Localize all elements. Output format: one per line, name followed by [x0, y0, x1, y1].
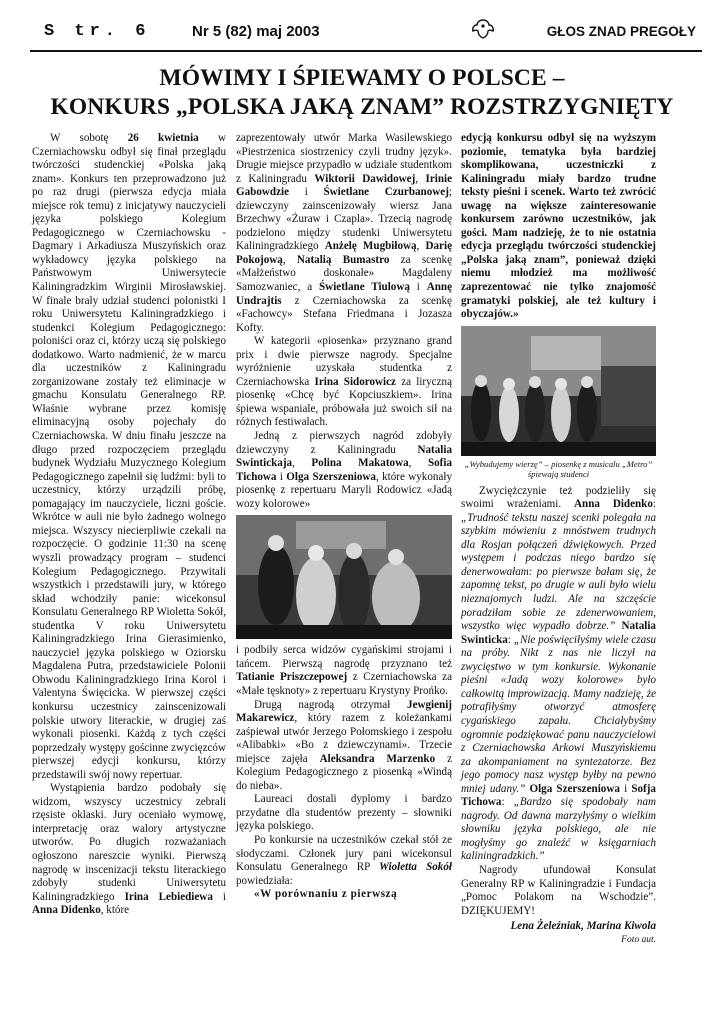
paragraph: Nagrody ufundował Konsulat Generalny RP w Kaliningradzie i Fundacja „Pomoc Polakom na Wschodzie”. DZIĘKUJEMY! — [461, 863, 656, 917]
text-run: Jedną z pierwszych nagród zdobyły dziewczyny z Kaliningradu — [236, 430, 452, 456]
article-column-2 — [236, 132, 452, 902]
text-run: powiedziała: — [236, 874, 293, 887]
text-run: i — [619, 782, 632, 795]
headline-line-1: MÓWIMY I ŚPIEWAMY O POLSCE – — [159, 65, 565, 91]
quote-paragraph: edycją konkursu odbył się na wyższym poziomie, tematyka była bardziej skomplikowana, uczestniczki z Kaliningradu miały bardzo trudne teksty pieśni i scenek. Warto też zwrócić uwagę na większe zainteresowanie konkursem zarówno uczestników, jak gości. Mam nadzieję, że to nie ostatnia edycja przeglądu twórczości studenckiej „Polska jaką znam”, ponieważ dzięki niemu młodzież ma możliwość zaprezentować nie tylko znajomość gramatyki polskiej, ale też kultury i obyczajów.» — [461, 132, 656, 321]
issue-label: Nr 5 (82) maj 2003 — [192, 23, 320, 40]
text-run: zaprezentowały utwór Marka Wasilewskiego «Piestrzenica siostrzenicy czyli trudny język». Drugie miejsce przypadło w udziale studentkom z Kaliningradu — [236, 132, 452, 185]
dance-photo-image-icon — [236, 515, 452, 639]
paragraph — [461, 485, 656, 864]
photo-caption: „Wybudujemy wierzę” – piosenkę z musicalu „Metro” śpiewają studenci — [464, 458, 653, 479]
text-run: Aleksandra Marzenko — [319, 752, 436, 765]
paragraph — [236, 430, 452, 511]
photo-credit: Foto aut. — [621, 934, 656, 945]
text-run: Irinie Gabowdzie — [236, 172, 452, 199]
paragraph — [236, 644, 452, 698]
article-headline — [20, 64, 704, 122]
text-run: Po konkursie na uczestników czekał stół ze słodyczami. Członek jury pani wicekonsul Konsulatu Generalnego RP — [236, 833, 452, 874]
text-run: Irina Sidorowicz — [314, 375, 396, 388]
text-run: «W porównaniu z pierwszą — [254, 888, 398, 901]
text-run: Polina Makatowa — [311, 457, 409, 470]
text-run: ; dziewczyny zainscenizowały wiersz Jana Brzechwy «Żuraw i Czapla». Trzecią nagrodę podzielono między studenki Uniwersytetu Kaliningradzkiego — [236, 186, 452, 253]
text-run: Świetlane Tiulową — [319, 281, 410, 294]
text-run: Drugą nagrodą otrzymał — [254, 698, 408, 711]
text-run: za liryczną piosenkę «Chcę być Kopciuszkiem». Irina śpiewa wspaniale, próbowała już swoich sił na różnych festiwalach. — [236, 375, 452, 429]
eagle-logo-icon — [470, 16, 496, 42]
article-column-1 — [32, 132, 226, 918]
paragraph — [236, 888, 452, 902]
text-run: Sofia Tichowa — [236, 457, 452, 483]
paragraph — [236, 699, 452, 794]
text-run: Zwyciężczynie też podzieliły się swoimi wrażeniami. — [461, 484, 656, 511]
text-run: , — [282, 253, 297, 266]
author-signature: Lena Żeleźniak, Marina Kiwola — [510, 920, 656, 933]
text-run: z Kolegium Pedagogicznego z piosenką «Windą do nieba». — [236, 752, 452, 792]
paragraph: Laureaci dostali dyplomy i bardzo przydatne dla studentów prezenty – słowniki języka polskiego. — [236, 793, 452, 833]
photo-gypsy-dance — [236, 515, 452, 639]
text-run: „Bardzo się spodobały nam nagrody. Od dawna marzyłyśmy o wielkim słowniku języka polskiego, ale nie mogłyśmy go znaleźć w księgarniach kaliningradzkich.” — [461, 796, 656, 863]
text-run: Anżelę Mugbiłową — [324, 240, 417, 253]
text-run: , — [408, 457, 428, 470]
text-run: Natalia Swinticka — [461, 620, 656, 646]
text-run: , — [415, 172, 426, 185]
text-run: Annę Undrajtis — [236, 281, 452, 307]
page-number: S tr. 6 — [44, 22, 151, 41]
publication-name: GŁOS ZNAD PREGOŁY — [546, 24, 696, 39]
text-run: Wiktorii Dawidowej — [314, 172, 416, 185]
text-run: Anna Didenko — [32, 904, 101, 917]
text-run: za scenkę «Małżeństwo doskonałe» Magdaleny Samozwaniec, a — [236, 253, 452, 294]
text-run: Świetlane Czurbanowej — [323, 186, 449, 199]
text-run: Wystąpienia bardzo podobały się widzom, wszyscy uczestnicy zebrali rzęsiste oklaski. Jury oceniało wymowę, interpretację oraz walory artystyczne utworów. Po długich rozważaniach ogłoszono nareszcie wyniki. Pierwszą nagrodę w inscenizacji tekstu literackiego zdobyły studenki Uniwersytetu Kaliningradzkiego — [32, 782, 226, 903]
text-run: Jewgienij Makarewicz — [236, 698, 452, 725]
text-run: Wioletta Sokół — [379, 861, 452, 874]
text-run: Sofja Tichowa — [461, 782, 656, 809]
text-run: „Trudność tekstu naszej scenki polegała na szybkim mówieniu z mnóstwem trudnych dla Rosjan połączeń dźwiękowych. Przed występem i podczas niego bardzo się denerwowałam: po pierwsze bałam się, że zapomnę tekst, po drugie w auli było wielu nieznajomych ludzi. Ale na szczęście poradziłam sobie ze zdenerwowaniem, wszystko więc wypadło dobrze.” — [461, 511, 656, 633]
text-run: Irina Lebiediewa — [124, 890, 213, 903]
text-run: i — [276, 470, 287, 483]
text-run: , które — [100, 904, 130, 917]
text-run: : — [507, 633, 511, 646]
text-run: 26 kwietnia — [127, 132, 199, 144]
text-run: , — [292, 457, 312, 470]
headline-line-2: KONKURS „POLSKA JAKĄ ZNAM” ROZSTRZYGNIĘTY — [50, 94, 674, 120]
text-run: i — [289, 186, 324, 199]
text-run: W sobotę — [50, 132, 128, 144]
text-run: z Czerniachowska za scenkę «Fachowcy» Stefana Friedmana i Jozasza Kofty. — [236, 294, 452, 334]
singing-photo-image-icon — [461, 326, 656, 456]
text-run: : — [652, 498, 656, 511]
paragraph — [32, 782, 226, 917]
paragraph — [236, 834, 452, 888]
text-run: Darię Pokojową — [236, 240, 452, 266]
text-run: , — [416, 240, 426, 253]
text-run: Anna Didenko — [574, 498, 653, 511]
text-run: w Czerniachowsku odbył się finał przeglądu twórczości studenckiej «Polska jaką znam». Konkurs ten przeprowadzono już po raz drugi (pierwsza edycja miała miejsce rok temu) z inicjatywy nauczycieli języka polskiego Kolegium Pedagogicznego w Czerniachowsku - Dagmary i Arkadiusza Muszyńskich oraz wykładowcy języka polskiego na Państwowym Uniwersytecie Kaliningradzkim Wirginii Mirosławskiej. W finale brały udział studenci polonistki I roku Uniwersytetu Kaliningradzkiego i studenkci Kolegium Pedagogicznego: poloniści oraz ci, którzy uczą się polskiego dodatkowo. Warto nadmienić, że w marcu dla uczestników z Kaliningradu zorganizowane zostały też eliminacje w gmachu Konsulatu Generalnego RP. Właśnie wybrane przez komisję eliminacyjną osoby pojechały do Czerniachowska. W dniu finału jeszcze na długo przed rozpoczęciem przeglądu budynek Wydziału Muzycznego Kolegium Pedagogicznego zapełnił się ludźmi: byli to uczestnicy, którzy urządzili próbę, pomagający im nauczyciele, liczni goście. Wkrótce w auli nie było żadnego wolnego miejsca. Wszyscy niecierpliwie czekali na rozpoczęcie. O godzinie 11:30 na scenę wyszli prowadzący program – studenci Kolegium Pedagogicznego. Przywitali wszystkich i przedstawili jury, w którego skład wchodziły panie: wicekonsul Konsulatu Generalnego RP Wioletta Sokół, studentka V roku Uniwersytetu Kaliningradzkiego Irina Gierasimienko, nauczyciel języka polskiego w Oziorsku Magdalena Putra, przedstawiciele Polonii Obwodu Kaliningradzkiego Irina Korol i Valentyna Święcicka. W pierwszej części konkursu uczestnicy zainscenizowali polskie utwory literackie, w drugiej zaś wykonali piosenki. Każdą z tych części poprzedzały występy gościnne zwycięzców pierwszej edycji konkursu, którzy przedstawili swój nowy repertuar. — [32, 132, 226, 781]
text-run: Olga Szerszeniowa — [286, 470, 376, 483]
paragraph — [32, 132, 226, 782]
page-header — [30, 22, 702, 50]
text-run: „Nie poświęciłyśmy wiele czasu na próby. Nikt z nas nie liczył na zwycięstwo w tym konkursie. Wykonanie pieśni «Jadą wozy kolorowe» było całkowitą improwizacją. Mamy nadzieję, że potrafiłyśmy otworzyć atmosferę cygańskiego zapału. Chciałybyśmy ogromnie podziękować panu nauczycielowi z Czerniachowska Arkowi Muszyńskiemu za akompaniament na syntezatorze. Bez jego pomocy nasz występ byłby na pewno mniej udany.” — [461, 633, 656, 795]
text-run: Natalią Bumastro — [296, 253, 390, 266]
text-run: Natalia Swintickaja — [236, 443, 452, 470]
article-column-3 — [461, 132, 656, 947]
text-run — [379, 861, 452, 873]
text-run: , które wykonały piosenkę z repertuaru Maryli Rodowicz «Jadą wozy kolorowe» — [236, 470, 452, 510]
text-run: i podbiły serca widzów cygańskimi strojami i tańcem. Pierwszą nagrodę przyznano też — [236, 644, 452, 670]
paragraph — [236, 335, 452, 430]
text-run: Olga Szerszeniowa — [525, 782, 620, 795]
text-run: : — [501, 796, 505, 809]
text-run: Tatianie Priszczepowej — [236, 671, 348, 684]
text-run: z Czerniachowska za «Małe tęsknoty» z repertuaru Krystyny Prońko. — [236, 671, 452, 697]
paragraph — [236, 132, 452, 335]
text-run: W kategorii «piosenka» przyznano grand prix i dwie pierwsze nagrody. Specjalne wyróżnienie uzyskała studentka z Czerniachowska — [236, 335, 452, 388]
text-run: , który razem z koleżankami zaśpiewał utwór Jerzego Połomskiego i zespołu «Alibabki» «Bo z dziewczynami». Trzecie miejsce zajęła — [236, 712, 452, 765]
header-rule — [30, 50, 702, 52]
text-run: i — [212, 890, 226, 903]
photo-students-singing — [461, 326, 656, 456]
text-run: i — [409, 281, 427, 294]
